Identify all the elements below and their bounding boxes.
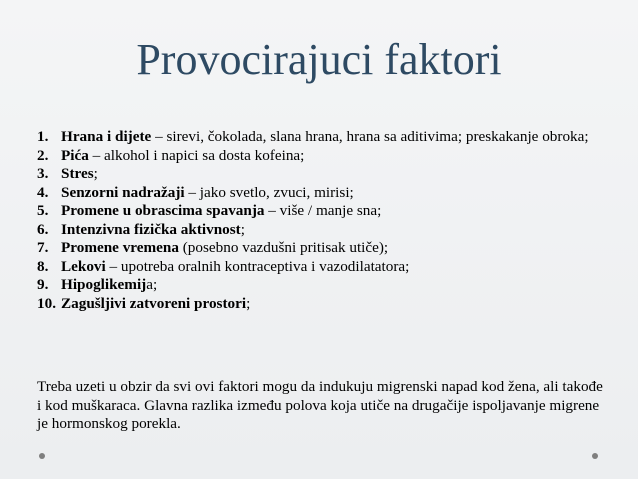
list-item <box>37 221 617 240</box>
item-number: 8. <box>37 257 49 275</box>
factor-list <box>37 128 617 313</box>
item-description: (posebno vazdušni pritisak utiče); <box>178 239 389 256</box>
item-description: – više / manje sna; <box>264 202 382 219</box>
item-text <box>61 221 617 240</box>
item-number: 1. <box>37 128 49 145</box>
item-description: a; <box>146 276 158 293</box>
item-description: ; <box>93 165 98 182</box>
item-term: Zagušljivi zatvoreni prostori <box>61 294 247 312</box>
item-number: 2. <box>37 146 49 164</box>
item-term: Intenzivna fizička aktivnost <box>61 220 241 238</box>
item-number: 5. <box>37 202 49 219</box>
item-description: ; <box>240 220 245 238</box>
item-term: Hipoglikemij <box>61 276 147 293</box>
item-term: Promene vremena <box>61 239 179 256</box>
item-text <box>61 128 617 147</box>
item-number: 3. <box>37 165 49 182</box>
list-item <box>37 147 617 166</box>
item-text <box>61 184 617 203</box>
item-description: ; <box>246 294 251 312</box>
item-number: 9. <box>37 276 49 293</box>
item-text <box>61 202 617 221</box>
list-item <box>37 184 617 203</box>
list-item <box>37 202 617 221</box>
item-text <box>61 295 617 314</box>
item-description: – jako svetlo, zvuci, mirisi; <box>184 183 354 201</box>
item-description: – upotreba oralnih kontraceptiva i vazodilatatora; <box>105 257 410 275</box>
item-number: 6. <box>37 220 49 238</box>
item-text <box>61 239 617 258</box>
item-number: 4. <box>37 183 49 201</box>
summary-paragraph: Treba uzeti u obzir da svi ovi faktori mogu da indukuju migrenski napad kod žena, ali takođe i kod muškaraca. Glavna razlika između polova koja utiče na drugačije ispoljavanje migrene je hormonskog porekla. <box>37 378 603 432</box>
list-item <box>37 165 617 184</box>
item-number: 10. <box>37 294 56 312</box>
item-term: Senzorni nadražaji <box>61 183 185 201</box>
item-term: Pića <box>61 146 89 164</box>
item-text <box>61 276 617 295</box>
item-text <box>61 258 617 277</box>
dot-right-icon <box>592 453 598 459</box>
dot-left-icon <box>39 453 45 459</box>
item-term: Hrana i dijete <box>61 128 152 145</box>
slide-title: Provocirajuci faktori <box>136 35 502 84</box>
item-number: 7. <box>37 239 49 256</box>
item-description: – sirevi, čokolada, slana hrana, hrana sa aditivima; preskakanje obroka; <box>151 128 589 145</box>
item-term: Promene u obrascima spavanja <box>61 202 265 219</box>
list-item <box>37 128 617 147</box>
list-item <box>37 258 617 277</box>
item-text <box>61 165 617 184</box>
list-item <box>37 239 617 258</box>
list-item <box>37 276 617 295</box>
item-term: Stres <box>61 165 94 182</box>
item-term: Lekovi <box>61 257 106 275</box>
list-item <box>37 295 617 314</box>
item-text <box>61 147 617 166</box>
item-description: – alkohol i napici sa dosta kofeina; <box>88 146 305 164</box>
